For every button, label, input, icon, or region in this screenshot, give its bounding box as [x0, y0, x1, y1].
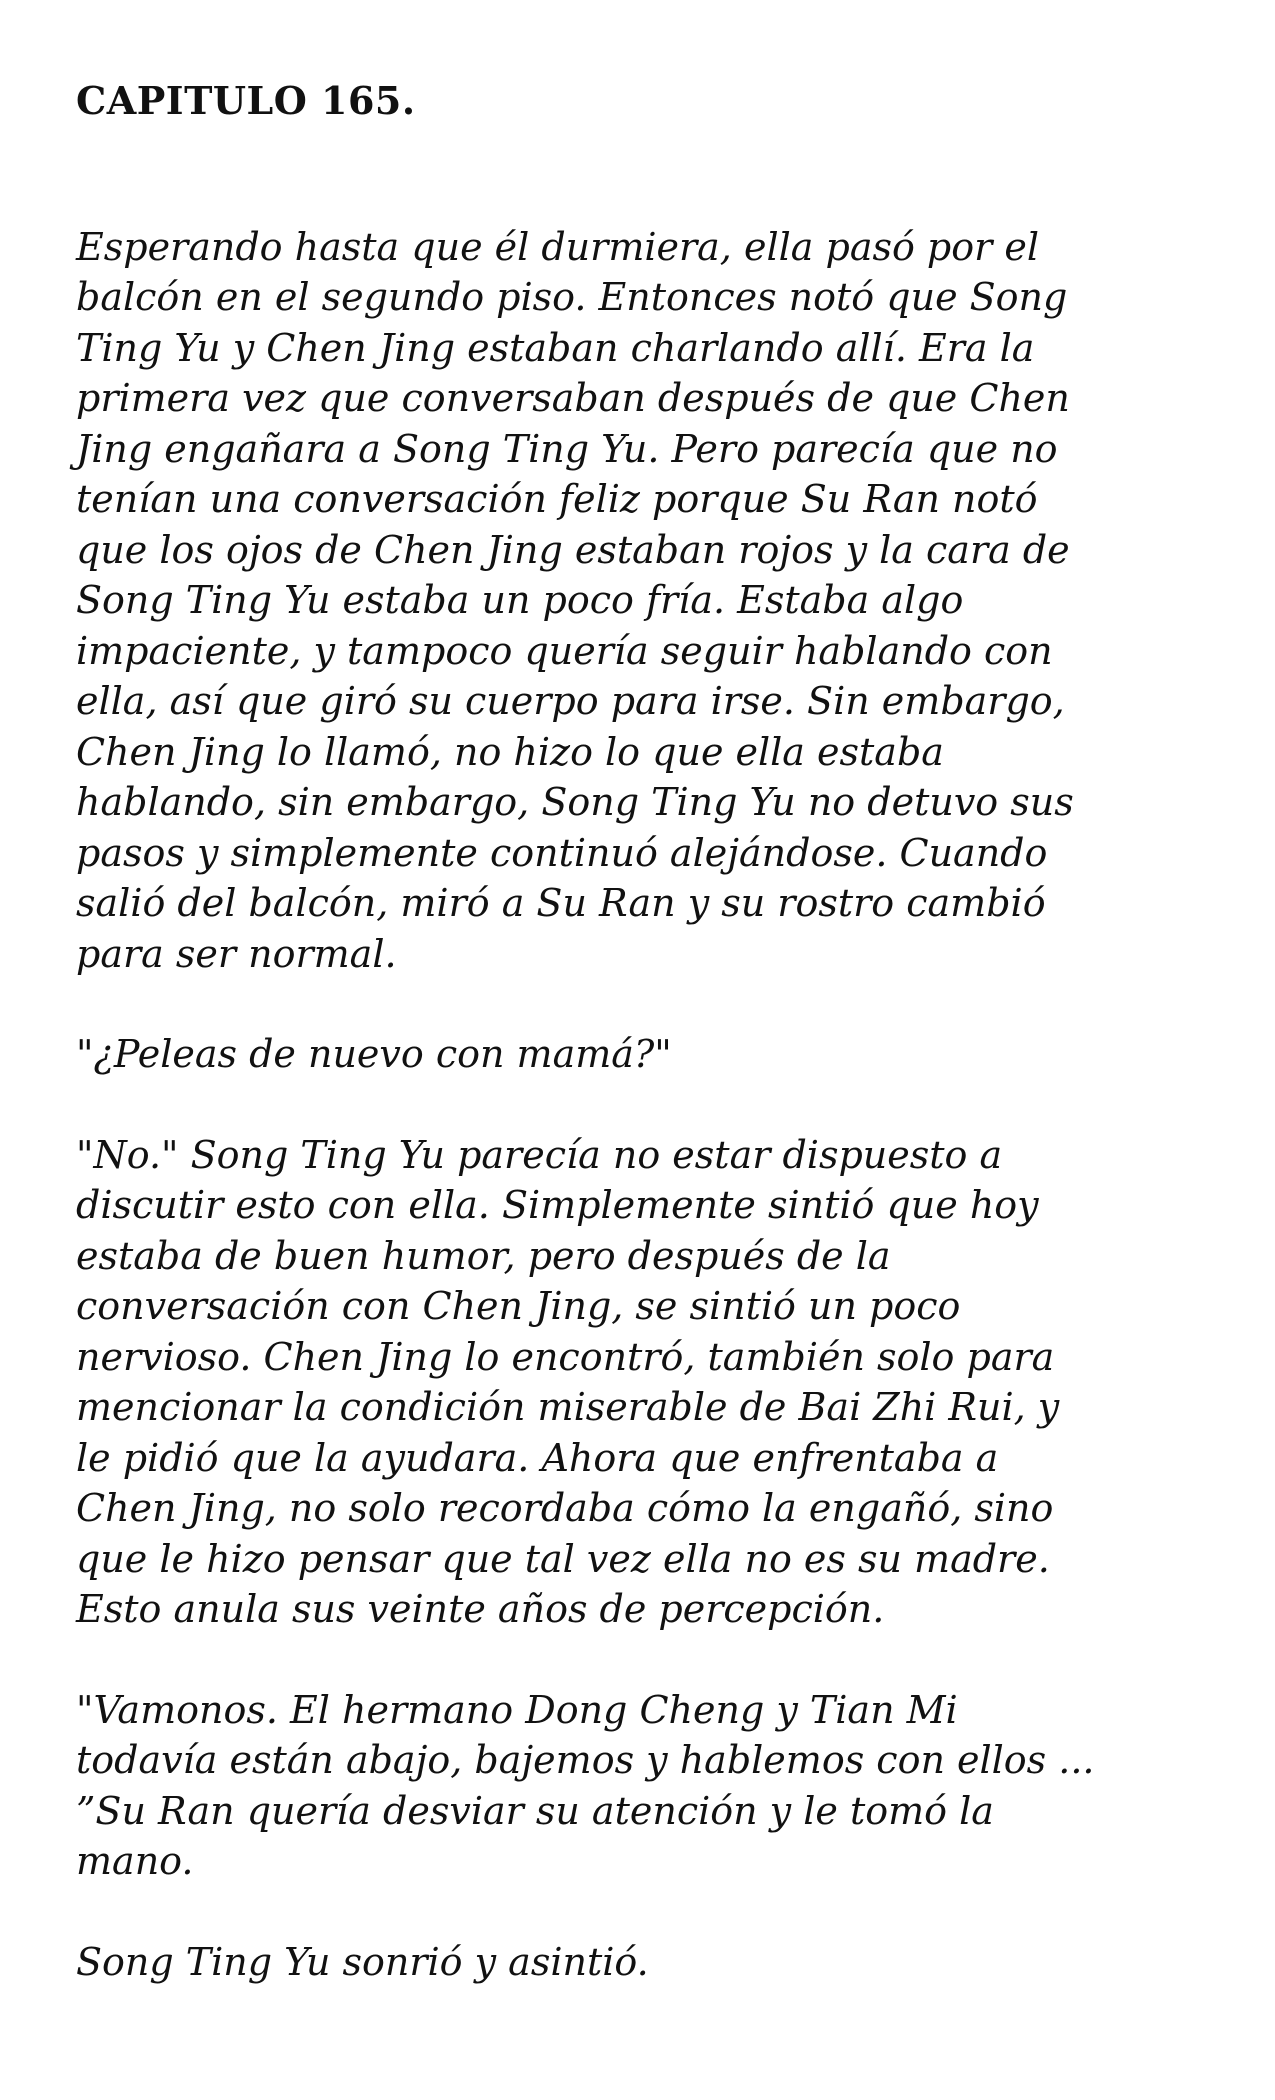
paragraph: Song Ting Yu sonrió y asintió.	[76, 1939, 649, 1984]
document-page	[76, 60, 1206, 1987]
paragraph: "¿Peleas de nuevo con mamá?"	[76, 1032, 672, 1077]
paragraph: "No." Song Ting Yu parecía no estar dispuesto a discutir esto con ella. Simplemente sintió que hoy estaba de buen humor, pero después de la conversación con Chen Jing, se sintió un poco nervioso. Chen Jing lo encontró, también solo para mencionar la condición miserable de Bai Zhi Rui, y le pidió que la ayudara. Ahora que enfrentaba a Chen Jing, no solo recordaba cómo la engañó, sino que le hizo pensar que tal vez ella no es su madre. Esto anula sus veinte años de percepción.	[76, 1132, 1060, 1632]
chapter-title: CAPITULO 165.	[76, 78, 416, 123]
paragraph: Esperando hasta que él durmiera, ella pasó por el balcón en el segundo piso. Entonces notó que Song Ting Yu y Chen Jing estaban charlando allí. Era la primera vez que conversaban después de que Chen Jing engañara a Song Ting Yu. Pero parecía que no tenían una conversación feliz porque Su Ran notó que los ojos de Chen Jing estaban rojos y la cara de Song Ting Yu estaba un poco fría. Estaba algo impaciente, y tampoco quería seguir hablando con ella, así que giró su cuerpo para irse. Sin embargo, Chen Jing lo llamó, no hizo lo que ella estaba hablando, sin embargo, Song Ting Yu no detuvo sus pasos y simplemente continuó alejándose. Cuando salió del balcón, miró a Su Ran y su rostro cambió para ser normal.	[76, 224, 1074, 976]
paragraph: "Vamonos. El hermano Dong Cheng y Tian Mi todavía están abajo, bajemos y hablemos con ellos ... ”Su Ran quería desviar su atención y le tomó la mano.	[76, 1687, 1095, 1884]
